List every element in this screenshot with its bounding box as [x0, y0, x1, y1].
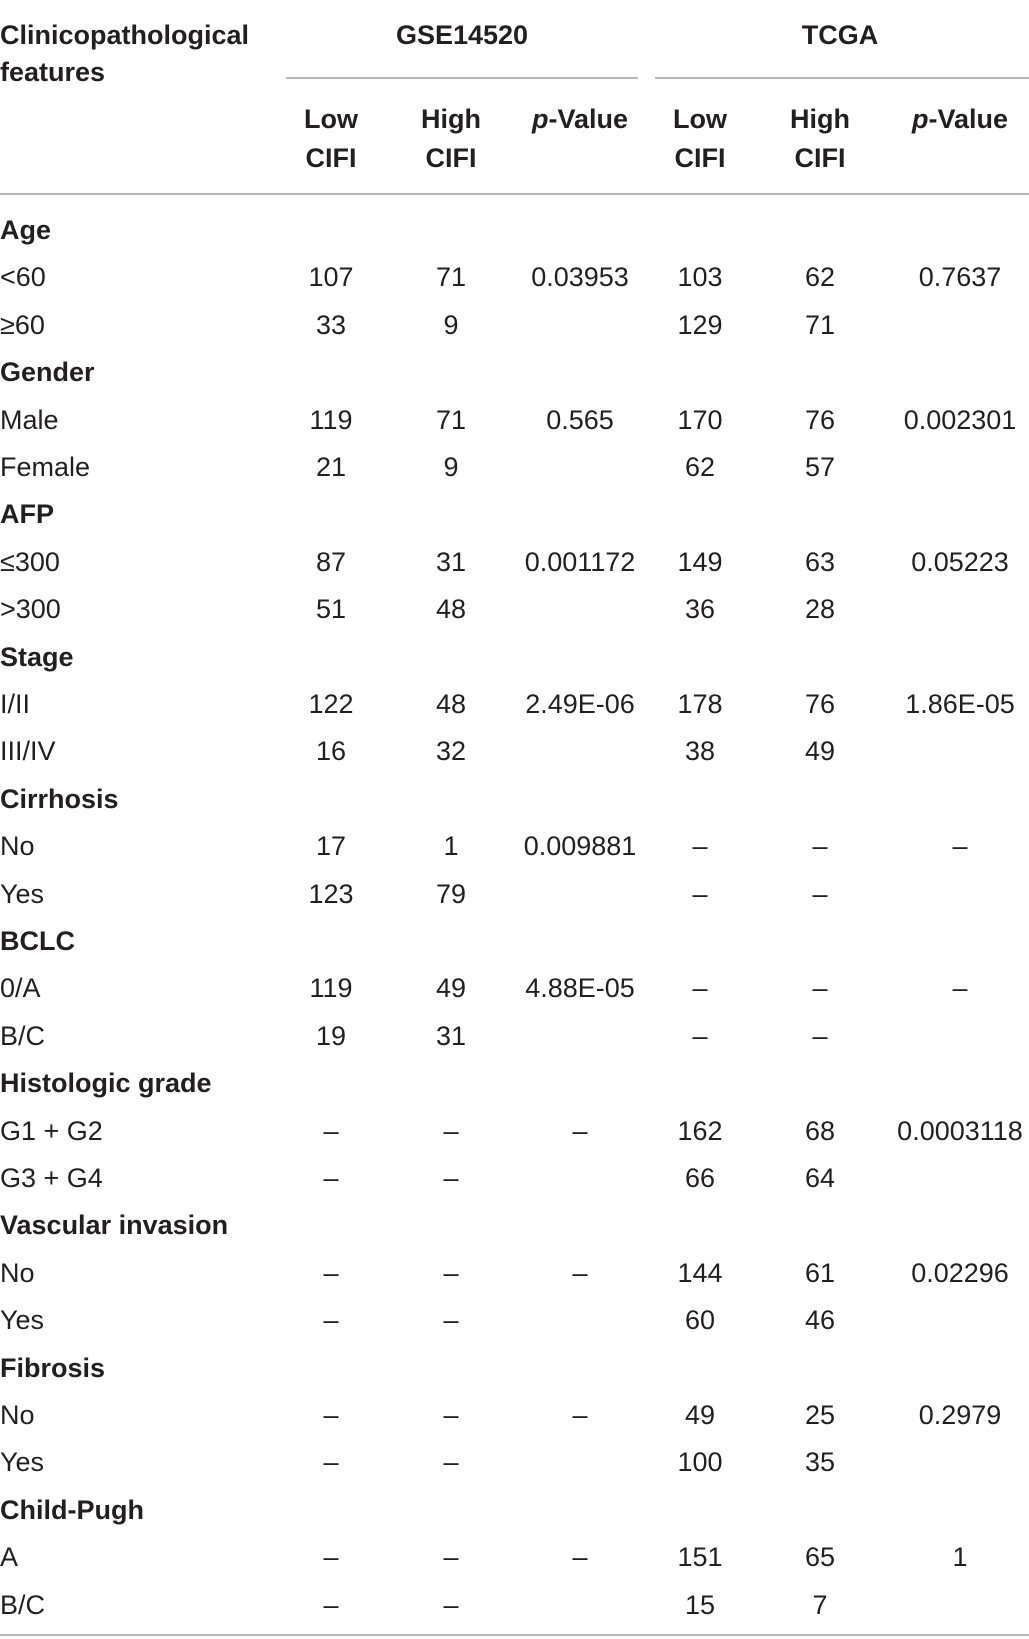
section-title: BCLC [0, 926, 75, 956]
table-cell: 68 [804, 1115, 836, 1146]
table-cell: 76 [804, 689, 836, 719]
p-italic: p [531, 104, 549, 134]
group-header-tcga: TCGA [801, 20, 879, 50]
row-label: ≤300 [0, 546, 60, 577]
section-title: Histologic grade [0, 1068, 212, 1099]
table-cell: 144 [677, 1257, 723, 1288]
table-cell: 35 [804, 1447, 836, 1478]
table-cell: 0.002301 [903, 404, 1017, 435]
table-cell: 7 [812, 1589, 828, 1620]
table-cell: 16 [315, 736, 347, 767]
table-cell: 61 [804, 1257, 836, 1288]
table-cell: 123 [308, 878, 354, 909]
row-label: Yes [0, 878, 45, 909]
subcol-header-1-line2: CIFI [425, 143, 477, 173]
table-cell: 46 [804, 1305, 836, 1336]
table-cell: 1.86E-05 [905, 689, 1015, 719]
table-cell: 129 [677, 309, 723, 340]
row-label: G1 + G2 [0, 1115, 103, 1146]
table-cell: 57 [804, 452, 836, 482]
p-italic: p [911, 104, 929, 134]
section-title: Age [0, 215, 52, 245]
table-cell: 63 [804, 546, 836, 577]
table-cell: 79 [435, 878, 467, 909]
table-cell: 62 [804, 262, 836, 293]
row-label: III/IV [0, 736, 56, 767]
row-label: ≥60 [0, 309, 45, 340]
table-cell: – [323, 1447, 339, 1478]
table-cell: 33 [315, 309, 347, 340]
subcol-header-0-line1: Low [304, 104, 358, 134]
section-title: Vascular invasion [0, 1210, 229, 1241]
table-cell: 162 [677, 1115, 723, 1146]
subcol-header-4-line2: CIFI [794, 143, 846, 173]
table-cell: 76 [804, 404, 836, 435]
table-cell: 149 [677, 546, 723, 577]
section-title: Stage [0, 641, 74, 672]
group-header-gse14520: GSE14520 [395, 20, 529, 50]
subcol-header-3-line1: Low [673, 104, 727, 134]
table-cell: 0.02296 [911, 1257, 1009, 1288]
table-cell: – [443, 1400, 459, 1430]
table-cell: 178 [677, 689, 723, 719]
row-label: Yes [0, 1447, 45, 1478]
table-cell: 65 [804, 1542, 836, 1573]
table-cell: – [443, 1589, 459, 1620]
section-title: Cirrhosis [0, 783, 119, 814]
table-cell: 2.49E-06 [525, 689, 635, 719]
row-label: A [0, 1542, 19, 1573]
row-label: Female [0, 452, 91, 482]
section-title: Child-Pugh [0, 1494, 144, 1525]
table-cell: – [692, 878, 708, 909]
table-cell: 151 [677, 1542, 723, 1573]
table-cell: – [443, 1115, 459, 1146]
table-cell: 48 [435, 594, 467, 625]
table-cell: – [812, 973, 828, 1004]
table-cell: 21 [315, 452, 347, 482]
table-cell: 103 [677, 262, 723, 293]
table-cell: – [323, 1257, 339, 1288]
group-underline-tcga [655, 77, 1029, 79]
table-cell: – [443, 1542, 459, 1573]
row-label: >300 [0, 594, 61, 625]
table-cell: 15 [684, 1589, 716, 1620]
table-cell: – [443, 1257, 459, 1288]
table-cell: 119 [309, 404, 353, 435]
table-cell: 36 [684, 594, 716, 625]
table-cell: 0.0003118 [897, 1115, 1023, 1146]
table-cell: – [323, 1542, 339, 1573]
table-cell: – [572, 1115, 588, 1146]
table-cell: 60 [684, 1305, 716, 1336]
table-cell: – [692, 973, 708, 1004]
subcol-header-3-line2: CIFI [674, 143, 726, 173]
table-bottom-rule [0, 1634, 1029, 1636]
table-cell: 62 [684, 452, 716, 482]
header-bottom-rule [0, 193, 1029, 195]
table-cell: 100 [677, 1447, 723, 1478]
table-cell: – [952, 973, 968, 1004]
table-cell: – [572, 1257, 588, 1288]
row-label: B/C [0, 1020, 46, 1051]
table-cell: 0.03953 [531, 262, 629, 293]
table-cell: 32 [435, 736, 467, 767]
table-cell: – [323, 1115, 339, 1146]
table-cell: – [572, 1542, 588, 1573]
table-cell: – [572, 1400, 588, 1430]
table-cell: 0.7637 [918, 262, 1002, 293]
table-cell: 1 [443, 831, 459, 862]
table-cell: 31 [435, 546, 467, 577]
subcol-header-1-line1: High [421, 104, 481, 134]
table-cell: – [443, 1163, 459, 1193]
table-cell: 119 [309, 973, 353, 1004]
table-cell: 19 [315, 1020, 347, 1051]
table-cell: – [323, 1589, 339, 1620]
row-label: 0/A [0, 973, 41, 1004]
table-cell: 0.565 [546, 404, 614, 435]
table-cell: 87 [315, 546, 347, 577]
table-cell: 49 [804, 736, 836, 767]
table-cell: – [812, 878, 828, 909]
table-cell: 0.2979 [918, 1400, 1002, 1430]
table-cell: 170 [677, 404, 723, 435]
table-cell: – [443, 1447, 459, 1478]
row-label: No [0, 1400, 35, 1430]
table-cell: 28 [804, 594, 836, 625]
table-cell: – [323, 1400, 339, 1430]
table-cell: 4.88E-05 [525, 973, 635, 1004]
row-label: <60 [0, 262, 46, 293]
table-cell: 1 [952, 1542, 968, 1573]
feature-column-header-line1: Clinicopathological [0, 20, 250, 50]
section-title: Gender [0, 357, 95, 388]
section-title: AFP [0, 499, 54, 530]
row-label: B/C [0, 1589, 46, 1620]
table-cell: 17 [315, 831, 347, 862]
table-cell: 71 [804, 309, 836, 340]
subcol-header-0-line2: CIFI [305, 143, 357, 173]
table-cell: – [812, 1020, 828, 1051]
table-cell: 71 [435, 404, 467, 435]
subcol-header-4-line1: High [790, 104, 850, 134]
section-title: Fibrosis [0, 1352, 106, 1383]
table-cell: 0.05223 [911, 546, 1009, 577]
table-cell: – [443, 1305, 459, 1336]
row-label: G3 + G4 [0, 1163, 103, 1193]
table-cell: 49 [435, 973, 467, 1004]
table-cell: 51 [315, 594, 347, 625]
row-label: No [0, 831, 35, 862]
table-cell: 9 [443, 309, 459, 340]
table-cell: 25 [804, 1400, 836, 1430]
table-cell: 71 [435, 262, 467, 293]
table-cell: 31 [435, 1020, 467, 1051]
subcol-header-2-line1 [510, 100, 650, 139]
table-cell: – [692, 1020, 708, 1051]
table-cell: 0.009881 [523, 831, 637, 862]
table-cell: – [952, 831, 968, 862]
group-underline-gse14520 [286, 77, 638, 79]
table-cell: – [323, 1305, 339, 1336]
row-label: Male [0, 404, 59, 435]
table-cell: – [323, 1163, 339, 1193]
table-cell: 9 [443, 452, 459, 482]
table-cell: 64 [804, 1163, 836, 1193]
table-cell: 48 [435, 689, 467, 719]
table-cell: – [692, 831, 708, 862]
p-value-suffix: -Value [928, 104, 1009, 134]
table-cell: 107 [308, 262, 354, 293]
row-label: Yes [0, 1305, 45, 1336]
p-value-suffix: -Value [548, 104, 629, 134]
table-cell: 0.001172 [524, 546, 636, 577]
table-cell: 66 [684, 1163, 716, 1193]
table-cell: – [812, 831, 828, 862]
table-cell: 49 [684, 1400, 716, 1430]
feature-column-header-line2: features [0, 57, 106, 87]
subcol-header-5-line1 [890, 100, 1029, 139]
row-label: No [0, 1257, 35, 1288]
table-cell: 122 [308, 689, 354, 719]
row-label: I/II [0, 689, 31, 719]
table-cell: 38 [684, 736, 716, 767]
